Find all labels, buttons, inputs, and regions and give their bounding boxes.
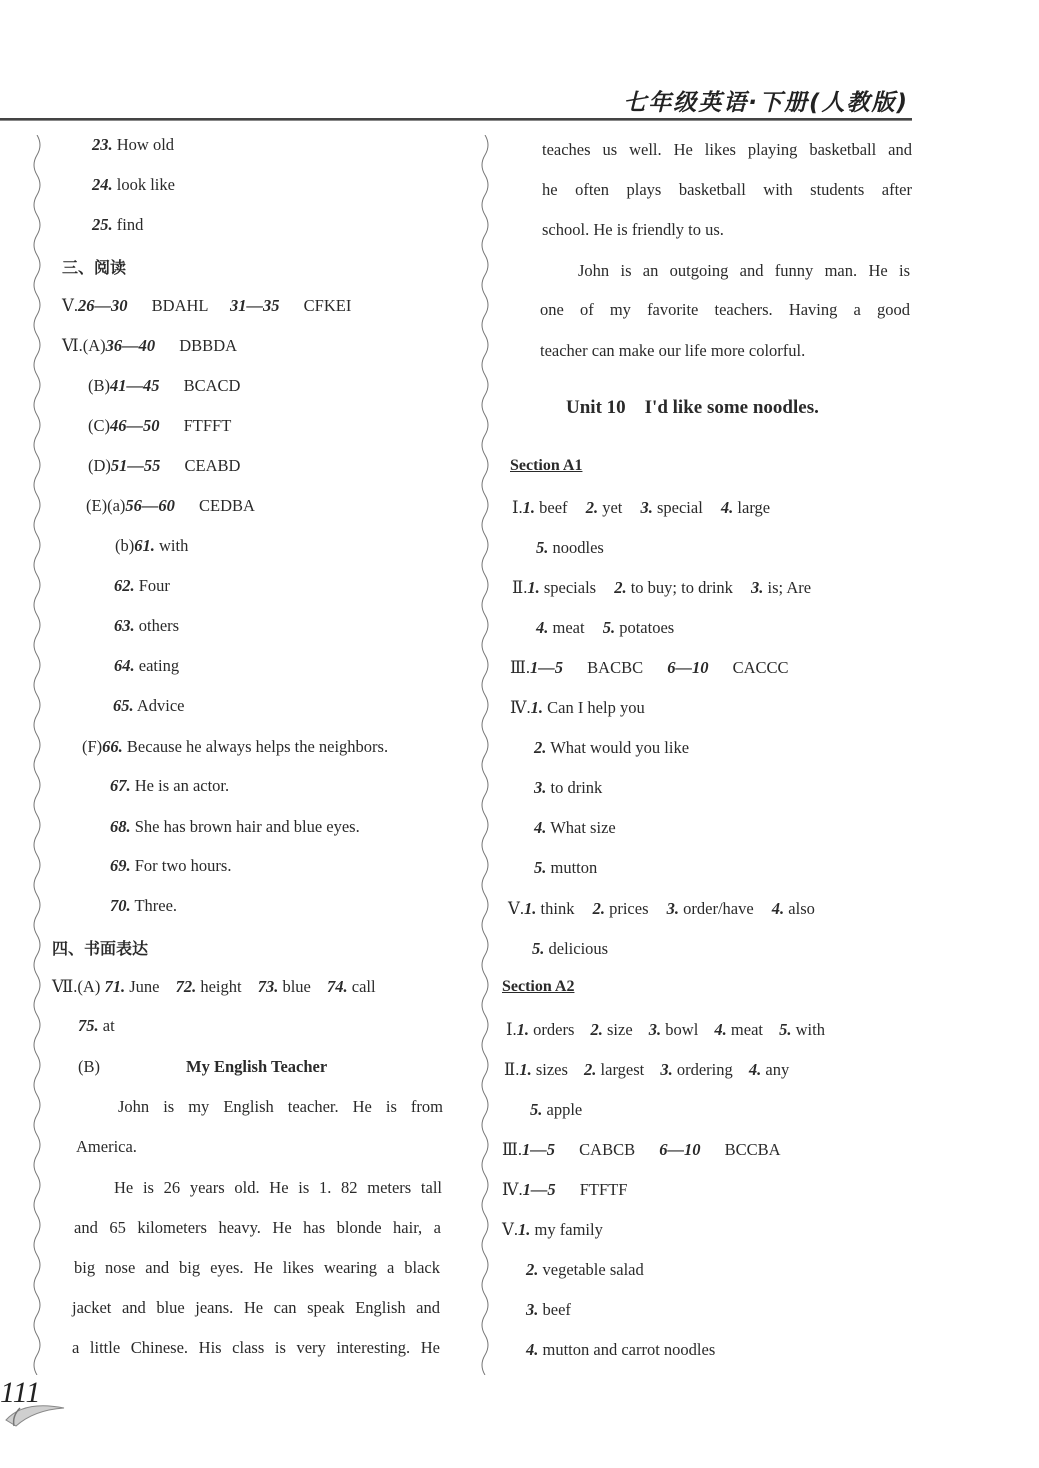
a1-ii-line-2: 4. meat 5. potatoes: [536, 618, 675, 637]
answer-70: 70. Three.: [110, 896, 178, 915]
answer-vi-c: (C)46—50 FTFFT: [88, 416, 232, 435]
a1-v-line-1: Ⅴ.1. think 2. prices 3. order/have 4. also: [508, 899, 815, 918]
a1-v-line-2: 5. delicious: [532, 939, 609, 958]
essay-line-2: America.: [76, 1137, 137, 1156]
section-a2-heading: Section A2: [502, 978, 575, 995]
essay-line-4: and 65 kilometers heavy. He has blonde hair, a: [74, 1218, 441, 1237]
essay-title: My English Teacher: [186, 1057, 328, 1076]
a2-ii-line-2: 5. apple: [530, 1100, 583, 1119]
a1-iii: Ⅲ.1—5 BACBC 6—10 CACCC: [510, 658, 789, 677]
a1-iv-3: 3. to drink: [534, 778, 603, 797]
page-number: 111: [0, 1376, 41, 1409]
essay-line-1: John is my English teacher. He is from: [118, 1097, 443, 1116]
a2-iv: Ⅳ.1—5 FTFTF: [502, 1180, 628, 1199]
answer-66: (F)66. Because he always helps the neighbors.: [82, 737, 389, 756]
answer-64: 64. eating: [114, 656, 180, 675]
section-writing-heading: 四、书面表达: [52, 939, 149, 958]
answer-67: 67. He is an actor.: [110, 776, 230, 795]
answer-vi-b: (B)41—45 BCACD: [88, 376, 241, 395]
answer-vi-d: (D)51—55 CEABD: [88, 456, 241, 475]
answer-vi-a: Ⅵ.(A)36—40 DBBDA: [62, 336, 238, 355]
answer-vi-e: (E)(a)56—60 CEDBA: [86, 496, 255, 515]
essay-cont-4: John is an outgoing and funny man. He is: [578, 261, 910, 280]
answer-25: 25. find: [92, 215, 144, 234]
answer-65: 65. Advice: [113, 696, 185, 715]
vii-b-label: (B): [78, 1057, 100, 1076]
a2-i: Ⅰ.1. orders 2. size 3. bowl 4. meat 5. with: [506, 1020, 825, 1039]
section-reading-heading: 三、阅读: [62, 258, 127, 277]
essay-line-3: He is 26 years old. He is 1. 82 meters tall: [114, 1178, 442, 1197]
answer-68: 68. She has brown hair and blue eyes.: [110, 817, 360, 836]
a1-iv-4: 4. What size: [534, 818, 616, 837]
a1-i-line-1: Ⅰ.1. beef 2. yet 3. special 4. large: [512, 498, 771, 517]
left-wavy-border: [30, 135, 44, 1375]
essay-cont-5: one of my favorite teachers. Having a good: [540, 300, 910, 319]
a2-v-4: 4. mutton and carrot noodles: [526, 1340, 716, 1359]
a1-i-line-2: 5. noodles: [536, 538, 604, 557]
answer-v: Ⅴ.26—30 BDAHL 31—35 CFKEI: [62, 296, 352, 315]
answer-24: 24. look like: [92, 175, 175, 194]
a1-iv-5: 5. mutton: [534, 858, 598, 877]
essay-cont-3: school. He is friendly to us.: [542, 220, 724, 239]
essay-line-7: a little Chinese. His class is very interesting. He: [72, 1338, 440, 1357]
answer-61: (b)61. with: [115, 536, 189, 555]
leaf-ornament-icon: [4, 1390, 68, 1430]
a2-v-1: Ⅴ.1. my family: [502, 1220, 603, 1239]
a1-ii-line-1: Ⅱ.1. specials 2. to buy; to drink 3. is; Are: [512, 578, 812, 597]
essay-line-6: jacket and blue jeans. He can speak English and: [72, 1298, 440, 1317]
answer-vii-a: Ⅶ.(A) 71. June 72. height 73. blue 74. call: [52, 977, 376, 996]
a2-iii: Ⅲ.1—5 CABCB 6—10 BCCBA: [502, 1140, 781, 1159]
answer-23: 23. How old: [92, 135, 175, 154]
a1-iv-2: 2. What would you like: [534, 738, 690, 757]
answer-75: 75. at: [78, 1016, 115, 1035]
a1-iv-1: Ⅳ.1. Can I help you: [510, 698, 645, 717]
essay-line-5: big nose and big eyes. He likes wearing a black: [74, 1258, 440, 1277]
page-header-title: 七年级英语·下册(人教版): [623, 90, 909, 116]
a2-v-2: 2. vegetable salad: [526, 1260, 644, 1279]
header-rule: [0, 118, 912, 121]
unit-10-title: Unit 10 I'd like some noodles.: [566, 397, 819, 418]
answer-63: 63. others: [114, 616, 180, 635]
a2-ii-line-1: Ⅱ.1. sizes 2. largest 3. ordering 4. any: [504, 1060, 790, 1079]
essay-cont-1: teaches us well. He likes playing basketball and: [542, 140, 912, 159]
a2-v-3: 3. beef: [526, 1300, 571, 1319]
middle-wavy-border: [478, 135, 492, 1375]
answer-69: 69. For two hours.: [110, 856, 232, 875]
section-a1-heading: Section A1: [510, 457, 583, 474]
essay-cont-2: he often plays basketball with students after: [542, 180, 912, 199]
answer-62: 62. Four: [114, 576, 170, 595]
essay-cont-6: teacher can make our life more colorful.: [540, 341, 806, 360]
